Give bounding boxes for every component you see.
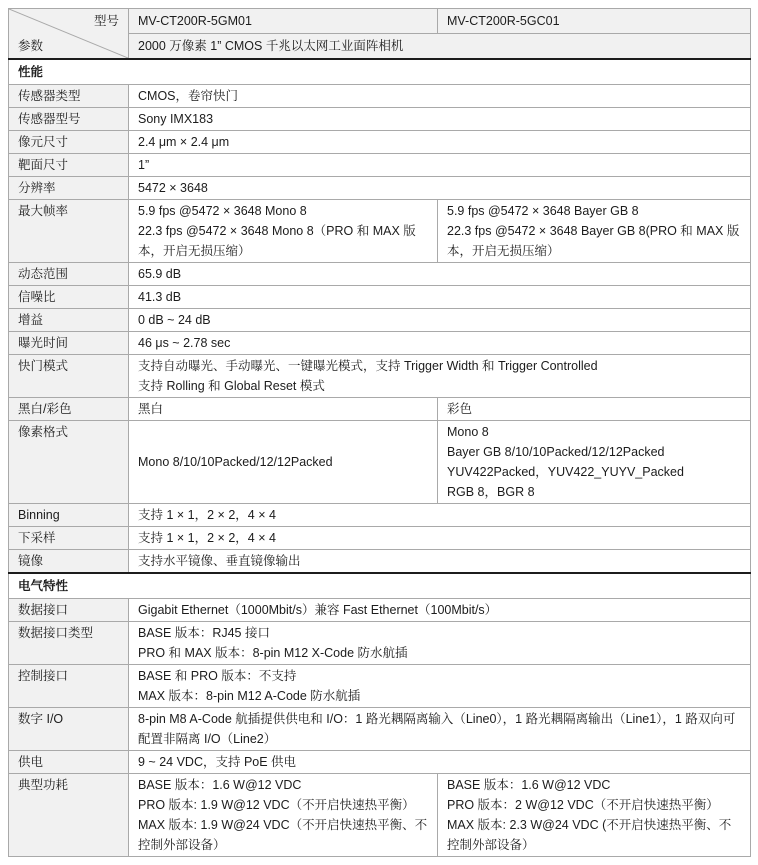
row-label: 数据接口 (9, 599, 129, 622)
value-line: 5472 × 3648 (138, 181, 208, 195)
row-value (129, 421, 438, 504)
row-label: 典型功耗 (9, 774, 129, 857)
row-label: 快门模式 (9, 355, 129, 398)
value-line: 22.3 fps @5472 × 3648 Bayer GB 8(PRO 和 MAX 版本，开启无损压缩） (447, 224, 740, 258)
table-row (9, 263, 751, 286)
row-label: 靶面尺寸 (9, 154, 129, 177)
row-label: 数字 I/O (9, 708, 129, 751)
row-label: 数据接口类型 (9, 622, 129, 665)
value-line: MAX 版本：8-pin M12 A-Code 防水航插 (138, 689, 361, 703)
value-line: Mono 8/10/10Packed/12/12Packed (138, 455, 333, 469)
table-row (9, 398, 751, 421)
model-name-color: MV-CT200R-5GC01 (438, 9, 751, 34)
corner-param-label: 参数 (18, 39, 44, 53)
row-value (129, 154, 751, 177)
row-label: 黑白/彩色 (9, 398, 129, 421)
table-row (9, 85, 751, 108)
value-line: MAX 版本: 2.3 W@24 VDC (不开启快速热平衡、不控制外部设备） (447, 818, 732, 852)
table-row (9, 355, 751, 398)
row-value (129, 550, 751, 574)
row-value (129, 398, 438, 421)
value-line: YUV422Packed，YUV422_YUYV_Packed (447, 465, 684, 479)
table-row (9, 665, 751, 708)
row-label: 镜像 (9, 550, 129, 574)
value-line: PRO 版本: 1.9 W@12 VDC（不开启快速热平衡） (138, 798, 415, 812)
row-label: 下采样 (9, 527, 129, 550)
section-row (9, 59, 751, 85)
row-label: 供电 (9, 751, 129, 774)
table-row (9, 751, 751, 774)
row-value (129, 85, 751, 108)
value-line: PRO 和 MAX 版本：8-pin M12 X-Code 防水航插 (138, 646, 408, 660)
table-row (9, 527, 751, 550)
section-title: 电气特性 (9, 573, 751, 599)
section-title: 性能 (9, 59, 751, 85)
row-value (129, 665, 751, 708)
row-value (438, 200, 751, 263)
table-row (9, 286, 751, 309)
value-line: 46 μs ~ 2.78 sec (138, 336, 231, 350)
row-value (129, 751, 751, 774)
model-name-mono: MV-CT200R-5GM01 (129, 9, 438, 34)
row-value (438, 398, 751, 421)
row-label: 传感器类型 (9, 85, 129, 108)
value-line: 彩色 (447, 402, 473, 416)
row-label: 分辨率 (9, 177, 129, 200)
value-line: BASE 版本：1.6 W@12 VDC (138, 778, 302, 792)
table-row (9, 708, 751, 751)
table-row (9, 332, 751, 355)
table-row (9, 309, 751, 332)
row-value (129, 332, 751, 355)
row-value (129, 504, 751, 527)
row-value (129, 622, 751, 665)
row-value (129, 708, 751, 751)
header-row (9, 9, 751, 34)
row-value (129, 200, 438, 263)
row-label: 曝光时间 (9, 332, 129, 355)
row-label: 传感器型号 (9, 108, 129, 131)
table-row (9, 504, 751, 527)
value-line: 黑白 (138, 402, 164, 416)
value-line: 0 dB ~ 24 dB (138, 313, 211, 327)
value-line: 8-pin M8 A-Code 航插提供供电和 I/O：1 路光耦隔离输入（Line0），1 路光耦隔离输出（Line1），1 路双向可配置非隔离 I/O（Line2） (138, 712, 736, 746)
value-line: BASE 版本：RJ45 接口 (138, 626, 270, 640)
value-line: Gigabit Ethernet（1000Mbit/s）兼容 Fast Ethernet（100Mbit/s） (138, 603, 498, 617)
value-line: BASE 和 PRO 版本：不支持 (138, 669, 297, 683)
row-value (129, 263, 751, 286)
row-label: 像素格式 (9, 421, 129, 504)
row-label: 信噪比 (9, 286, 129, 309)
value-line: 65.9 dB (138, 267, 182, 281)
value-line: 支持 Rolling 和 Global Reset 模式 (138, 379, 325, 393)
row-value (129, 309, 751, 332)
table-row (9, 599, 751, 622)
table-row (9, 774, 751, 857)
row-value (438, 774, 751, 857)
value-line: 22.3 fps @5472 × 3648 Mono 8（PRO 和 MAX 版本，开启无损压缩） (138, 224, 416, 258)
row-value (129, 108, 751, 131)
value-line: MAX 版本: 1.9 W@24 VDC（不开启快速热平衡、不控制外部设备） (138, 818, 428, 852)
table-row (9, 622, 751, 665)
value-line: 支持水平镜像、垂直镜像输出 (138, 554, 301, 568)
row-label: 动态范围 (9, 263, 129, 286)
row-value (438, 421, 751, 504)
value-line: CMOS，卷帘快门 (138, 89, 239, 103)
table-row (9, 550, 751, 574)
row-label: 增益 (9, 309, 129, 332)
value-line: Sony IMX183 (138, 112, 214, 126)
spec-table (8, 8, 751, 857)
row-value (129, 131, 751, 154)
row-label: 像元尺寸 (9, 131, 129, 154)
table-row (9, 154, 751, 177)
value-line: 支持自动曝光、手动曝光、一键曝光模式，支持 Trigger Width 和 Trigger Controlled (138, 359, 598, 373)
row-label: Binning (9, 504, 129, 527)
value-line: 2.4 μm × 2.4 μm (138, 135, 230, 149)
table-row (9, 131, 751, 154)
table-row (9, 421, 751, 504)
corner-cell (9, 9, 129, 60)
row-label: 控制接口 (9, 665, 129, 708)
row-value (129, 177, 751, 200)
value-line: PRO 版本：2 W@12 VDC（不开启快速热平衡） (447, 798, 719, 812)
corner-model-label: 型号 (93, 14, 119, 28)
value-line: 1” (138, 158, 150, 172)
row-value (129, 599, 751, 622)
value-line: 5.9 fps @5472 × 3648 Mono 8 (138, 204, 307, 218)
row-value (129, 774, 438, 857)
value-line: RGB 8，BGR 8 (447, 485, 535, 499)
section-row (9, 573, 751, 599)
value-line: 41.3 dB (138, 290, 182, 304)
row-label: 最大帧率 (9, 200, 129, 263)
value-line: 5.9 fps @5472 × 3648 Bayer GB 8 (447, 204, 639, 218)
value-line: 支持 1 × 1，2 × 2，4 × 4 (138, 508, 276, 522)
row-value (129, 355, 751, 398)
value-line: 9 ~ 24 VDC，支持 PoE 供电 (138, 755, 297, 769)
row-value (129, 286, 751, 309)
spec-table-body (9, 9, 751, 857)
row-value (129, 527, 751, 550)
value-line: BASE 版本：1.6 W@12 VDC (447, 778, 611, 792)
value-line: 支持 1 × 1，2 × 2，4 × 4 (138, 531, 276, 545)
value-line: Bayer GB 8/10/10Packed/12/12Packed (447, 445, 665, 459)
table-row (9, 108, 751, 131)
camera-description: 2000 万像素 1” CMOS 千兆以太网工业面阵相机 (129, 34, 751, 60)
value-line: Mono 8 (447, 425, 489, 439)
table-row (9, 200, 751, 263)
table-row (9, 177, 751, 200)
